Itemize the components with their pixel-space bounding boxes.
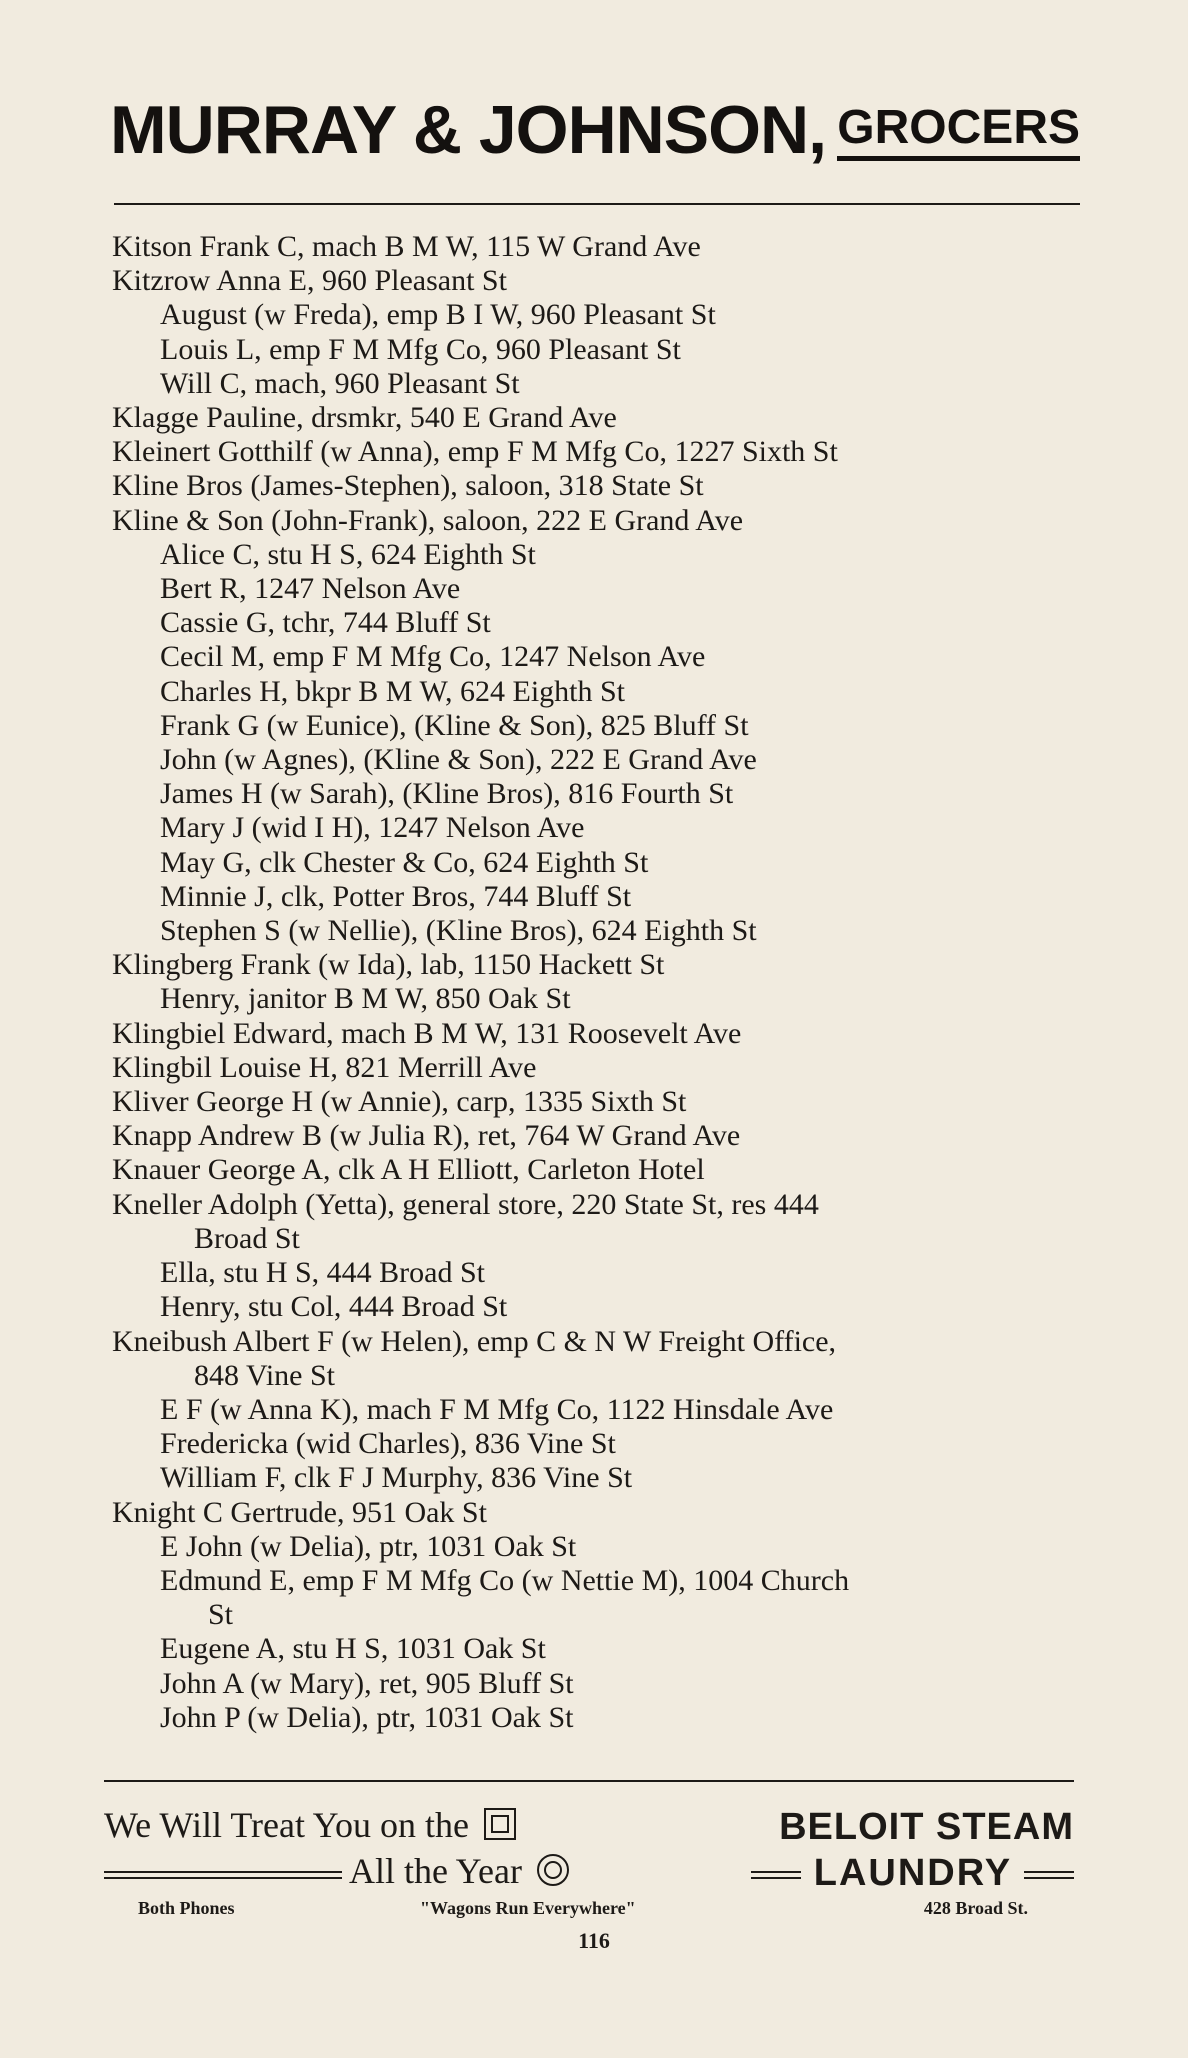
entry-text: John (w Agnes), (Kline & Son), 222 E Grand Ave bbox=[160, 743, 757, 777]
directory-subentry bbox=[112, 606, 1087, 640]
entry-text: Eugene A, stu H S, 1031 Oak St bbox=[160, 1632, 546, 1666]
directory-entry bbox=[112, 948, 1087, 982]
entry-text: Kitson Frank C, mach B M W, 115 W Grand Ave bbox=[112, 230, 701, 263]
directory-subentry bbox=[112, 1393, 1087, 1427]
footer-slogan-text1: We Will Treat You on the bbox=[104, 1805, 470, 1845]
entry-text: E F (w Anna K), mach F M Mfg Co, 1122 Hinsdale Ave bbox=[160, 1392, 834, 1426]
directory-subentry bbox=[112, 777, 1087, 811]
entry-text: Henry, janitor B M W, 850 Oak St bbox=[160, 982, 571, 1016]
entry-text: Klingbiel Edward, mach B M W, 131 Roosevelt Ave bbox=[112, 1016, 742, 1050]
entry-text: Knapp Andrew B (w Julia R), ret, 764 W Grand Ave bbox=[112, 1119, 741, 1153]
footer-address: 428 Broad St. bbox=[923, 1898, 1028, 1918]
directory-subentry bbox=[112, 1667, 1087, 1701]
directory-subentry bbox=[112, 743, 1087, 777]
directory-subentry bbox=[112, 1427, 1087, 1461]
entry-text: May G, clk Chester & Co, 624 Eighth St bbox=[160, 845, 649, 879]
entry-text: Ella, stu H S, 444 Broad St bbox=[160, 1256, 486, 1290]
header-rule bbox=[114, 203, 1080, 205]
directory-subentry bbox=[112, 675, 1087, 709]
directory-subentry bbox=[112, 1632, 1087, 1666]
directory-entries bbox=[112, 230, 1087, 1735]
entry-text: Kline Bros (James-Stephen), saloon, 318 State St bbox=[112, 469, 704, 503]
entry-text: Cecil M, emp F M Mfg Co, 1247 Nelson Ave bbox=[160, 640, 706, 674]
laundry-name-line1: BELOIT STEAM bbox=[779, 1806, 1074, 1848]
directory-subentry bbox=[112, 333, 1087, 367]
laundry-name-line2 bbox=[751, 1852, 1074, 1895]
entry-text: Minnie J, clk, Potter Bros, 744 Bluff St bbox=[160, 879, 632, 913]
directory-subentry bbox=[112, 1530, 1087, 1564]
entry-text: Cassie G, tchr, 744 Bluff St bbox=[160, 606, 491, 640]
directory-entry bbox=[112, 1051, 1087, 1085]
circle-ornament-icon bbox=[537, 1854, 569, 1886]
entry-text: John A (w Mary), ret, 905 Bluff St bbox=[160, 1666, 574, 1700]
entry-text: Alice C, stu H S, 624 Eighth St bbox=[160, 537, 536, 571]
directory-subentry bbox=[112, 846, 1087, 880]
directory-subentry bbox=[112, 298, 1087, 332]
entry-text: Mary J (wid I H), 1247 Nelson Ave bbox=[160, 811, 585, 845]
directory-entry bbox=[112, 469, 1087, 503]
entry-text: Fredericka (wid Charles), 836 Vine St bbox=[160, 1427, 616, 1461]
directory-entry bbox=[112, 1119, 1087, 1153]
entry-text: Charles H, bkpr B M W, 624 Eighth St bbox=[160, 674, 626, 708]
entry-text: Edmund E, emp F M Mfg Co (w Nettie M), 1004 Church bbox=[160, 1563, 850, 1597]
directory-entry bbox=[112, 264, 1087, 298]
entry-text: Klingberg Frank (w Ida), lab, 1150 Hackett St bbox=[112, 948, 665, 982]
entry-text: John P (w Delia), ptr, 1031 Oak St bbox=[160, 1700, 574, 1734]
entry-text: Frank G (w Eunice), (Kline & Son), 825 Bluff St bbox=[160, 708, 749, 742]
entry-text: Knauer George A, clk A H Elliott, Carleton Hotel bbox=[112, 1153, 705, 1187]
double-rule-ornament bbox=[104, 1871, 342, 1879]
entry-text: Kline & Son (John-Frank), saloon, 222 E Grand Ave bbox=[112, 503, 744, 537]
directory-subentry bbox=[112, 1290, 1087, 1324]
entry-text: Kliver George H (w Annie), carp, 1335 Sixth St bbox=[112, 1085, 687, 1119]
entry-continuation: Broad St bbox=[194, 1221, 300, 1255]
directory-subentry bbox=[112, 914, 1087, 948]
directory-entry bbox=[112, 1017, 1087, 1051]
directory-entry bbox=[112, 1085, 1087, 1119]
double-rule-ornament-left bbox=[751, 1871, 801, 1879]
directory-subentry bbox=[112, 367, 1087, 401]
directory-entry bbox=[112, 230, 1087, 264]
entry-text: Kitzrow Anna E, 960 Pleasant St bbox=[112, 264, 507, 298]
entry-text: Bert R, 1247 Nelson Ave bbox=[160, 572, 461, 606]
directory-entry bbox=[112, 1325, 1087, 1393]
directory-subentry bbox=[112, 811, 1087, 845]
entry-text: Klagge Pauline, drsmkr, 540 E Grand Ave bbox=[112, 401, 617, 435]
directory-subentry bbox=[112, 572, 1087, 606]
entry-continuation: St bbox=[208, 1598, 234, 1632]
footer-wagons-slogan: "Wagons Run Everywhere" bbox=[420, 1898, 636, 1918]
footer-phones: Both Phones bbox=[138, 1898, 235, 1918]
laundry-name-text: LAUNDRY bbox=[813, 1852, 1012, 1894]
directory-subentry bbox=[112, 880, 1087, 914]
directory-entry bbox=[112, 1153, 1087, 1187]
page-header bbox=[110, 92, 1080, 186]
advertisement-footer bbox=[104, 1800, 1074, 1918]
directory-entry bbox=[112, 504, 1087, 538]
entry-text: E John (w Delia), ptr, 1031 Oak St bbox=[160, 1529, 577, 1563]
entry-text: Kneller Adolph (Yetta), general store, 220 State St, res 444 bbox=[112, 1187, 819, 1221]
entry-text: August (w Freda), emp B I W, 960 Pleasant St bbox=[160, 298, 716, 332]
directory-entry bbox=[112, 1188, 1087, 1256]
entry-text: Henry, stu Col, 444 Broad St bbox=[160, 1290, 508, 1324]
directory-subentry bbox=[112, 1256, 1087, 1290]
entry-continuation: 848 Vine St bbox=[194, 1358, 335, 1392]
directory-subentry bbox=[112, 709, 1087, 743]
entry-text: James H (w Sarah), (Kline Bros), 816 Fourth St bbox=[160, 777, 734, 811]
footer-slogan-line1 bbox=[104, 1804, 516, 1846]
entry-text: William F, clk F J Murphy, 836 Vine St bbox=[160, 1461, 633, 1495]
page-number: 116 bbox=[578, 1928, 610, 1953]
entry-text: Louis L, emp F M Mfg Co, 960 Pleasant St bbox=[160, 332, 681, 366]
directory-entry bbox=[112, 1496, 1087, 1530]
directory-subentry bbox=[112, 538, 1087, 572]
square-ornament-icon bbox=[484, 1808, 516, 1840]
footer-rule bbox=[104, 1780, 1074, 1782]
footer-slogan-line2 bbox=[104, 1850, 704, 1892]
entry-text: Stephen S (w Nellie), (Kline Bros), 624 Eighth St bbox=[160, 914, 757, 948]
directory-subentry bbox=[112, 1564, 1087, 1632]
directory-subentry bbox=[112, 982, 1087, 1016]
entry-text: Will C, mach, 960 Pleasant St bbox=[160, 366, 520, 400]
entry-text: Klingbil Louise H, 821 Merrill Ave bbox=[112, 1050, 537, 1084]
directory-subentry bbox=[112, 640, 1087, 674]
advertiser-name: MURRAY & JOHNSON, bbox=[110, 92, 827, 168]
directory-subentry bbox=[112, 1701, 1087, 1735]
footer-slogan-text2: All the Year bbox=[349, 1851, 523, 1891]
directory-entry bbox=[112, 401, 1087, 435]
directory-subentry bbox=[112, 1461, 1087, 1495]
double-rule-ornament-right bbox=[1024, 1871, 1074, 1879]
entry-text: Knight C Gertrude, 951 Oak St bbox=[112, 1495, 487, 1529]
entry-text: Kleinert Gotthilf (w Anna), emp F M Mfg Co, 1227 Sixth St bbox=[112, 435, 838, 469]
entry-text: Kneibush Albert F (w Helen), emp C & N W Freight Office, bbox=[112, 1324, 837, 1358]
advertiser-trade: GROCERS bbox=[837, 104, 1080, 161]
directory-entry bbox=[112, 435, 1087, 469]
